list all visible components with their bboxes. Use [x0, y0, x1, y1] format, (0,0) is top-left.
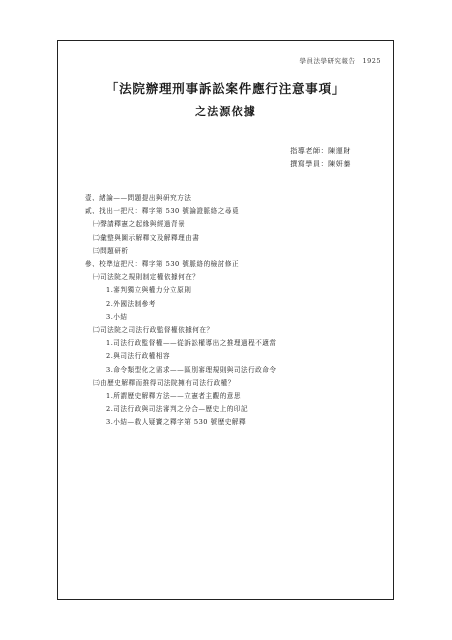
- document-title: 「法院辦理刑事訴訟案件應行注意事項」: [105, 81, 346, 96]
- toc-item: ㈢問題研析: [93, 246, 129, 255]
- page-frame: [57, 40, 394, 600]
- toc-item: 參、校準這把尺：釋字第 530 號脈絡的檢討修正: [85, 260, 240, 269]
- toc-item: 1.審判獨立與權力分立原則: [106, 286, 192, 295]
- advisor-line: 指導老師：陳運財: [290, 147, 351, 155]
- toc-item: 3.小結: [106, 312, 128, 321]
- toc-item: ㈡彙整與圖示解釋文及解釋理由書: [93, 233, 200, 242]
- toc-item: 1.所謂歷史解釋方法——立憲者主觀的意思: [106, 392, 241, 401]
- toc-item: 2.外國法制參考: [106, 299, 156, 308]
- document-subtitle: 之法源依據: [195, 105, 256, 118]
- toc-item: ㈠聲請釋憲之起緣與經過背景: [93, 220, 186, 229]
- toc-item: ㈢由歷史解釋而推得司法院擁有司法行政權？: [93, 378, 235, 387]
- writer-line: 撰寫學員：陳妍蓁: [290, 160, 351, 168]
- toc-item: 貳、找出一把尺：釋字第 530 號論證脈絡之尋覓: [85, 207, 240, 216]
- running-header: 學員法學研究報告 1925: [299, 57, 381, 65]
- toc-item: 2.與司法行政權相容: [106, 352, 171, 361]
- toc-item: 壹、緒論——問題提出與研究方法: [85, 194, 192, 202]
- table-of-contents: [85, 192, 383, 430]
- toc-item: 3.小結—救人疑竇之釋字第 530 號歷史解釋: [106, 418, 247, 427]
- toc-item: ㈠司法院之規則制定權依據何在？: [93, 273, 200, 282]
- toc-item: 2.司法行政與司法審判之分合—歷史上的印記: [106, 405, 249, 414]
- toc-item: ㈡司法院之司法行政監督權依據何在？: [93, 326, 214, 335]
- toc-item: 3.命令類型化之需求——區別審理規則與司法行政命令: [106, 365, 277, 374]
- author-block: [290, 145, 351, 171]
- toc-item: 1.司法行政監督權——從訴訟權導出之推理過程不適當: [106, 339, 277, 348]
